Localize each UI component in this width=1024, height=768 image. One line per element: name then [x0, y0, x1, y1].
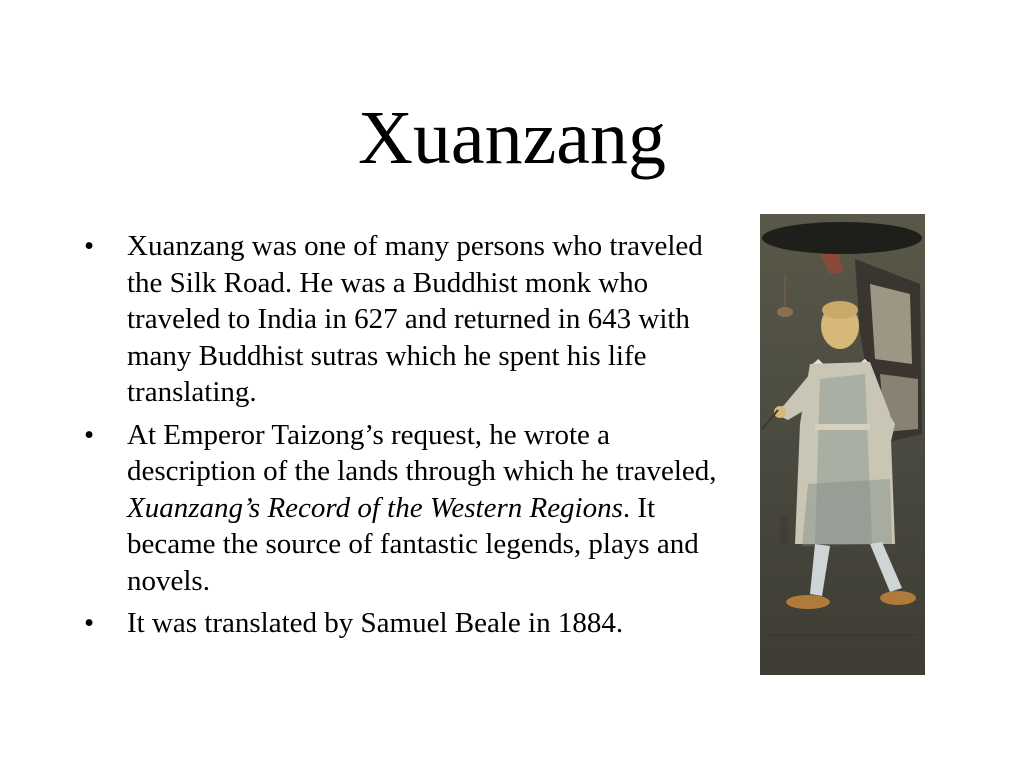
bullet-text: It was translated by Samuel Beale in 1884. [127, 607, 624, 639]
bullet-item-3 [78, 605, 728, 642]
bullet-text-before: At Emperor Taizong’s request, he wrote a description of the lands through which he traveled, [127, 418, 717, 487]
xuanzang-portrait-image [760, 214, 925, 675]
bullet-item-1 [78, 228, 728, 411]
bullet-text [127, 419, 717, 597]
bullet-marker: • [84, 230, 95, 262]
bullet-text-after: . It became the source of fantastic legends, plays and novels. [127, 491, 699, 597]
bullet-list [78, 228, 728, 648]
bullet-item-2 [78, 417, 728, 600]
bullet-text: Xuanzang was one of many persons who traveled the Silk Road. He was a Buddhist monk who traveled to India in 627 and returned in 643 with many Buddhist sutras which he spent his life translating. [127, 230, 703, 408]
bullet-marker: • [84, 418, 95, 451]
slide-title: Xuanzang [357, 96, 667, 180]
bullet-marker: • [84, 607, 95, 639]
book-title: Xuanzang’s Record of the Western Regions [127, 491, 623, 524]
